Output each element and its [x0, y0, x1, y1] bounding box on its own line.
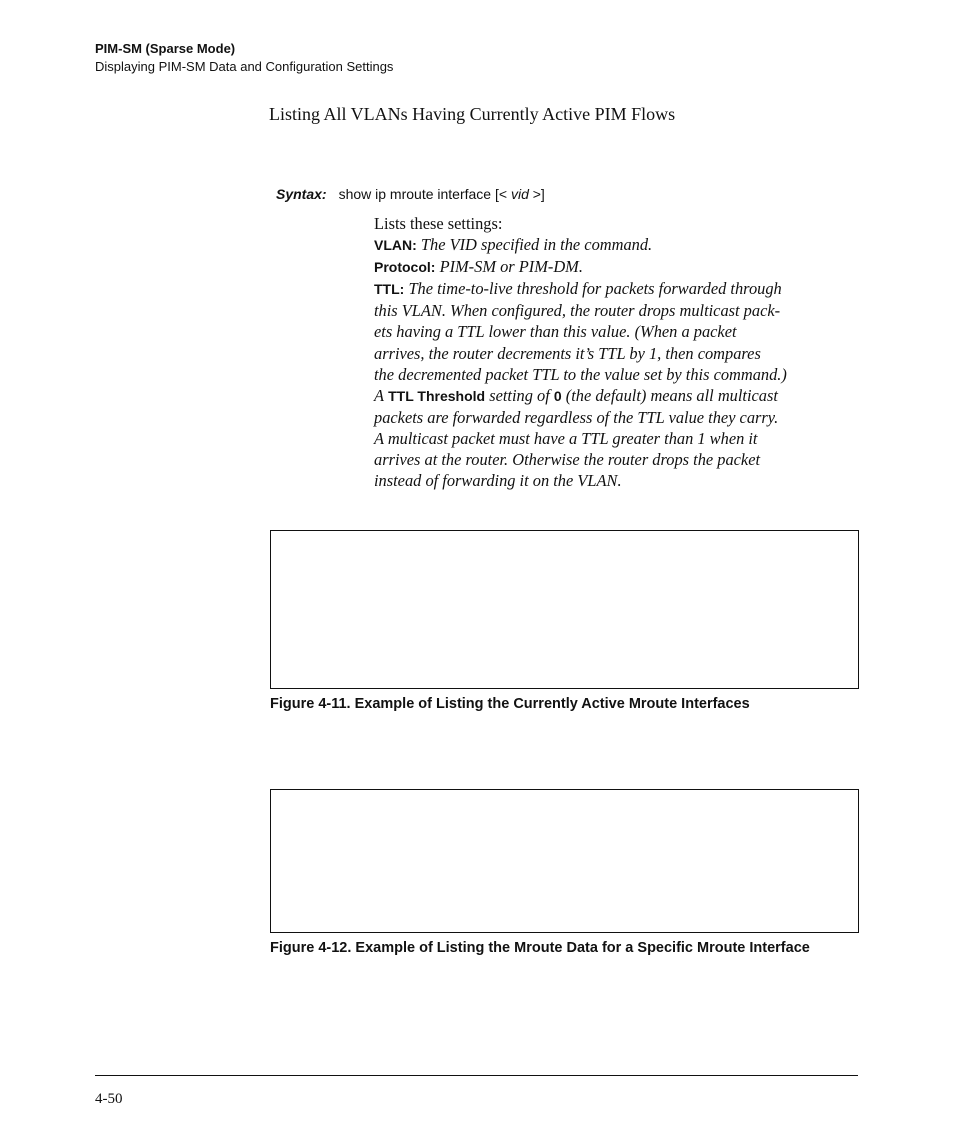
closing-text-line: packets are forwarded regardless of the TTL value they carry.: [374, 407, 779, 427]
ttl-line: [374, 278, 858, 300]
page-number: 4-50: [95, 1091, 123, 1107]
threshold-setting-of: setting of: [489, 385, 550, 405]
closing-text-line: arrives at the router. Otherwise the router drops the packet: [374, 450, 761, 470]
ttl-label: TTL:: [374, 281, 405, 298]
threshold-rest: (the default) means all multicast: [565, 385, 778, 405]
figure-4-11-box: [270, 530, 859, 689]
syntax-command-param: vid: [510, 186, 529, 202]
vlan-label: VLAN:: [374, 237, 417, 254]
ttl-text-line: arrives, the router decrements it’s TTL by 1, then compares: [374, 343, 761, 363]
protocol-label: Protocol:: [374, 259, 436, 276]
threshold-label: TTL Threshold: [388, 387, 486, 404]
threshold-a: A: [374, 385, 385, 405]
ttl-text-line: ets having a TTL lower than this value. (When a packet: [374, 322, 737, 342]
vlan-text: The VID specified in the command.: [420, 235, 653, 255]
syntax-description: [374, 213, 858, 491]
threshold-line: [374, 385, 858, 407]
ttl-text-line: the decremented packet TTL to the value set by this command.): [374, 364, 787, 384]
figure-4-12-box: [270, 789, 859, 933]
syntax-row: [276, 186, 545, 202]
protocol-text: PIM-SM or PIM-DM.: [439, 257, 583, 277]
figure-4-12-caption: Figure 4-12. Example of Listing the Mroute Data for a Specific Mroute Interface: [270, 940, 810, 956]
protocol-line: [374, 256, 858, 278]
ttl-text-line: The time-to-live threshold for packets forwarded through: [408, 279, 782, 299]
syntax-command-prefix: show ip mroute interface [<: [338, 186, 508, 202]
ttl-text-line: this VLAN. When configured, the router drops multicast pack-: [374, 301, 781, 321]
closing-text-line: instead of forwarding it on the VLAN.: [374, 471, 622, 491]
threshold-value: 0: [553, 387, 562, 404]
section-heading: Listing All VLANs Having Currently Active PIM Flows: [269, 104, 676, 124]
syntax-command-suffix: >]: [532, 186, 545, 202]
syntax-label: Syntax:: [276, 186, 327, 202]
description-intro: Lists these settings:: [374, 214, 503, 233]
vlan-line: [374, 234, 858, 256]
figure-4-11-caption: Figure 4-11. Example of Listing the Currently Active Mroute Interfaces: [270, 696, 750, 712]
footer-rule: [95, 1075, 858, 1076]
syntax-command: [339, 186, 545, 202]
running-header-chapter: PIM-SM (Sparse Mode): [95, 41, 236, 56]
closing-text-line: A multicast packet must have a TTL greater than 1 when it: [374, 428, 758, 448]
running-header-section: Displaying PIM-SM Data and Configuration Settings: [95, 59, 394, 74]
